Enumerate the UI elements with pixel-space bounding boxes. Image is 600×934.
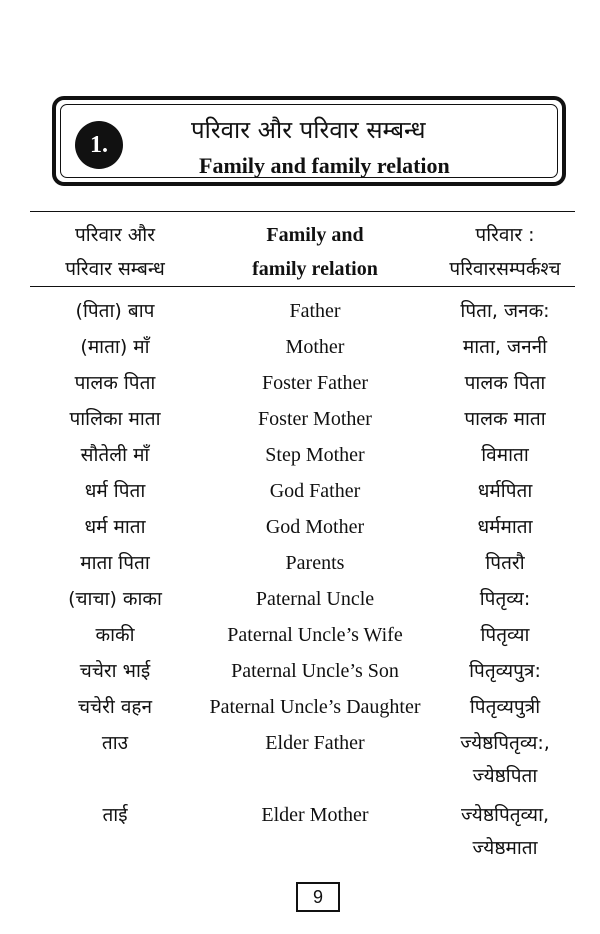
table-top-rule: [30, 211, 575, 212]
cell-hindi: चचेरी वहन: [77, 696, 153, 718]
cell-english: Elder Father: [265, 732, 365, 754]
cell-english: Father: [289, 300, 341, 322]
cell-hindi: ताई: [102, 804, 128, 826]
cell-hindi: धर्म माता: [84, 516, 146, 538]
cell-sanskrit: पितृव्यपुत्र:: [469, 660, 541, 682]
cell-sanskrit: माता, जननी: [462, 336, 548, 358]
cell-english: Paternal Uncle: [255, 588, 375, 610]
cell-english: Paternal Uncle’s Son: [231, 660, 399, 682]
header-english: Family and family relation: [252, 224, 378, 280]
cell-sanskrit: पालक माता: [464, 408, 546, 430]
cell-english: God Father: [269, 480, 361, 502]
cell-sanskrit: पितृव्यपुत्री: [469, 696, 541, 718]
cell-sanskrit: पालक पिता: [464, 372, 546, 394]
cell-hindi: काकी: [95, 624, 135, 646]
chapter-banner-inner: [60, 104, 558, 178]
cell-sanskrit: ज्येष्ठपितृव्या, ज्येष्ठमाता: [460, 804, 550, 859]
cell-hindi: (चाचा) काका: [68, 588, 162, 610]
chapter-banner: [52, 96, 566, 186]
header-hindi: परिवार और परिवार सम्बन्ध: [65, 224, 165, 280]
cell-sanskrit: पितृव्या: [480, 624, 530, 646]
cell-sanskrit: विमाता: [481, 444, 529, 466]
chapter-title-hindi: परिवार और परिवार सम्बन्ध: [191, 116, 426, 144]
cell-sanskrit: पितृव्य:: [479, 588, 531, 610]
cell-hindi: पालक पिता: [74, 372, 156, 394]
cell-sanskrit: ज्येष्ठपितृव्य:, ज्येष्ठपिता: [460, 732, 550, 787]
cell-hindi: ताउ: [101, 732, 129, 754]
cell-hindi: चचेरा भाई: [79, 660, 151, 682]
cell-english: Foster Father: [261, 372, 369, 394]
header-sanskrit: परिवार : परिवारसम्पर्कश्च: [449, 224, 561, 280]
cell-sanskrit: धर्मपिता: [477, 480, 533, 502]
cell-hindi: सौतेली माँ: [80, 444, 150, 466]
cell-english: Elder Mother: [261, 804, 369, 826]
cell-hindi: धर्म पिता: [84, 480, 146, 502]
page-number: 9: [296, 882, 340, 912]
cell-english: Parents: [285, 552, 345, 574]
cell-sanskrit: पिता, जनक:: [460, 300, 550, 322]
cell-hindi: पालिका माता: [69, 408, 161, 430]
cell-hindi: (माता) माँ: [80, 336, 150, 358]
cell-english: Paternal Uncle’s Wife: [227, 624, 403, 646]
chapter-number-badge: 1.: [75, 121, 123, 169]
cell-english: Mother: [285, 336, 345, 358]
cell-sanskrit: पितरौ: [485, 552, 525, 574]
cell-english: Step Mother: [265, 444, 365, 466]
cell-hindi: माता पिता: [80, 552, 150, 574]
cell-english: Foster Mother: [258, 408, 372, 430]
cell-hindi: (पिता) बाप: [75, 300, 155, 322]
cell-english: Paternal Uncle’s Daughter: [209, 696, 421, 718]
cell-sanskrit: धर्ममाता: [477, 516, 533, 538]
cell-english: God Mother: [265, 516, 365, 538]
table-header-rule: [30, 286, 575, 287]
chapter-title-english: Family and family relation: [199, 153, 450, 178]
